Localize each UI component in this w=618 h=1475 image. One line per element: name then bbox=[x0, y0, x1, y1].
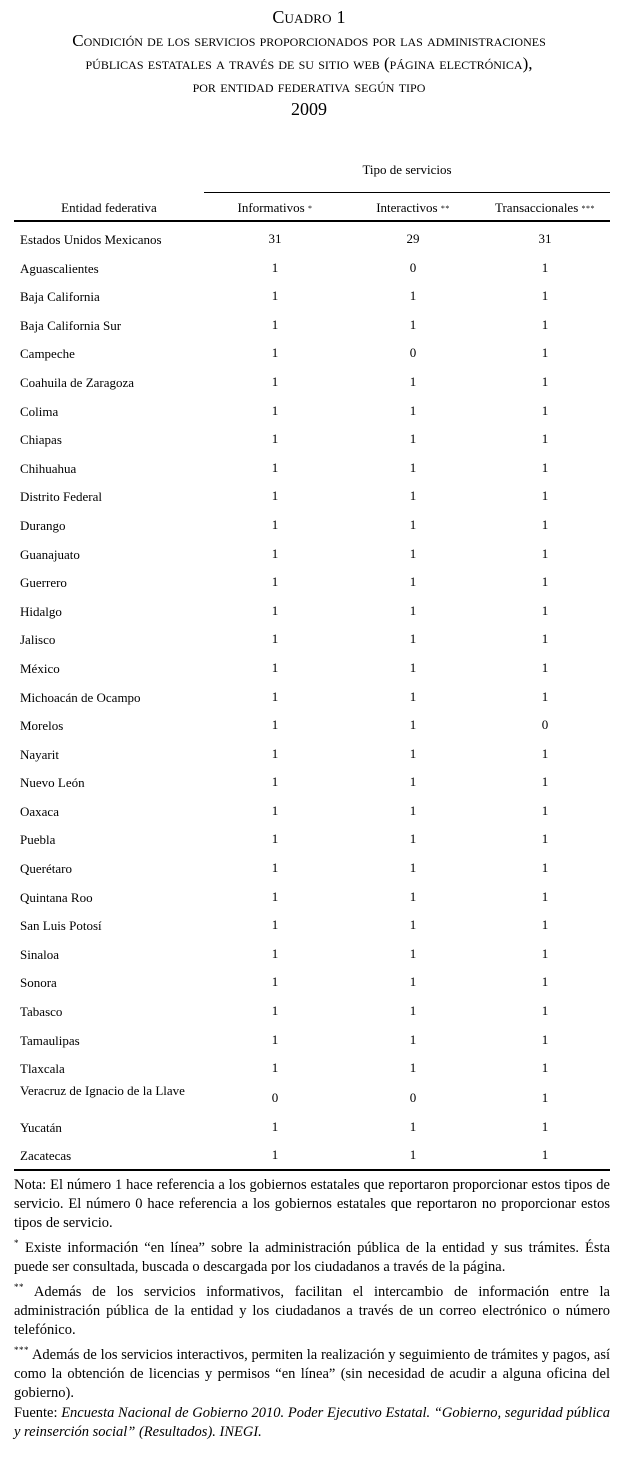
cell-transaccionales: 1 bbox=[541, 259, 549, 275]
cell-transaccionales: 1 bbox=[541, 917, 549, 933]
cell-interactivos: 0 bbox=[409, 345, 417, 361]
table-row bbox=[14, 1025, 610, 1054]
note-informativos-mark: * bbox=[14, 1238, 19, 1248]
table-row bbox=[14, 939, 610, 968]
table-row bbox=[14, 853, 610, 882]
cell-transaccionales: 1 bbox=[541, 888, 549, 904]
cell-entity: Tamaulipas bbox=[20, 1032, 80, 1048]
cell-entity: Puebla bbox=[20, 832, 56, 848]
table-row bbox=[14, 739, 610, 768]
cell-informativos: 1 bbox=[271, 259, 279, 275]
cell-entity: Baja California bbox=[20, 289, 100, 305]
cell-transaccionales: 1 bbox=[541, 631, 549, 647]
cell-entity: Distrito Federal bbox=[20, 489, 102, 505]
cell-interactivos: 1 bbox=[409, 1118, 417, 1134]
cell-informativos: 1 bbox=[271, 945, 279, 961]
table-row bbox=[14, 653, 610, 682]
table-row bbox=[14, 910, 610, 939]
cell-entity: Campeche bbox=[20, 346, 75, 362]
cell-entity: México bbox=[20, 660, 60, 676]
table-row bbox=[14, 567, 610, 596]
cell-interactivos: 29 bbox=[406, 231, 420, 246]
cell-interactivos: 1 bbox=[409, 288, 417, 304]
table-row bbox=[14, 682, 610, 711]
note-transaccionales bbox=[14, 1341, 610, 1403]
table-row bbox=[14, 424, 610, 453]
cell-interactivos: 1 bbox=[409, 402, 417, 418]
cell-interactivos: 0 bbox=[409, 1089, 417, 1105]
cell-interactivos: 1 bbox=[409, 774, 417, 790]
cell-transaccionales: 1 bbox=[541, 1060, 549, 1076]
cell-informativos: 1 bbox=[271, 431, 279, 447]
cell-transaccionales: 1 bbox=[541, 688, 549, 704]
cell-transaccionales: 1 bbox=[541, 545, 549, 561]
table-row bbox=[14, 967, 610, 996]
cell-transaccionales: 0 bbox=[541, 717, 549, 733]
note-interactivos bbox=[14, 1278, 610, 1340]
cell-informativos: 1 bbox=[271, 373, 279, 389]
cell-interactivos: 1 bbox=[409, 516, 417, 532]
col-header-informativos-label: Informativos bbox=[237, 200, 305, 215]
cell-entity: Nuevo León bbox=[20, 775, 85, 791]
cell-transaccionales: 1 bbox=[541, 945, 549, 961]
table-row bbox=[14, 481, 610, 510]
cell-informativos: 1 bbox=[271, 1003, 279, 1019]
cell-interactivos: 1 bbox=[409, 488, 417, 504]
table-row bbox=[14, 710, 610, 739]
cell-transaccionales: 1 bbox=[541, 1118, 549, 1134]
column-header-row bbox=[14, 192, 610, 222]
cell-interactivos: 1 bbox=[409, 831, 417, 847]
group-header-label: Tipo de servicios bbox=[362, 162, 452, 177]
col-header-transaccionales-label: Transaccionales bbox=[494, 200, 579, 215]
cell-interactivos: 1 bbox=[409, 659, 417, 675]
cell-informativos: 1 bbox=[271, 602, 279, 618]
cell-transaccionales: 1 bbox=[541, 774, 549, 790]
cell-entity: Durango bbox=[20, 517, 66, 533]
cell-entity: Nayarit bbox=[20, 746, 59, 762]
cell-informativos: 1 bbox=[271, 402, 279, 418]
cell-transaccionales: 31 bbox=[538, 231, 552, 246]
cell-interactivos: 1 bbox=[409, 688, 417, 704]
cell-entity: Guerrero bbox=[20, 575, 67, 591]
table-row bbox=[14, 310, 610, 339]
cell-interactivos: 1 bbox=[409, 802, 417, 818]
col-header-entity: Entidad federativa bbox=[61, 200, 157, 215]
cell-interactivos: 1 bbox=[409, 545, 417, 561]
note-transaccionales-mark: *** bbox=[14, 1345, 29, 1355]
cell-informativos: 1 bbox=[271, 316, 279, 332]
cell-interactivos: 1 bbox=[409, 860, 417, 876]
table-row bbox=[14, 796, 610, 825]
cell-transaccionales: 1 bbox=[541, 1003, 549, 1019]
cell-transaccionales: 1 bbox=[541, 574, 549, 590]
cell-interactivos: 1 bbox=[409, 316, 417, 332]
note-interactivos-mark: ** bbox=[14, 1282, 24, 1292]
cell-interactivos: 1 bbox=[409, 431, 417, 447]
cell-interactivos: 1 bbox=[409, 974, 417, 990]
cell-entity: Chihuahua bbox=[20, 460, 77, 476]
cell-entity: Sonora bbox=[20, 975, 57, 991]
table-row bbox=[14, 224, 610, 253]
table-row bbox=[14, 281, 610, 310]
cell-entity: Guanajuato bbox=[20, 546, 80, 562]
cell-transaccionales: 1 bbox=[541, 459, 549, 475]
cell-interactivos: 1 bbox=[409, 602, 417, 618]
table-row bbox=[14, 396, 610, 425]
cell-informativos: 31 bbox=[268, 231, 282, 246]
cell-interactivos: 1 bbox=[409, 888, 417, 904]
cell-interactivos: 1 bbox=[409, 945, 417, 961]
table-row bbox=[14, 1053, 610, 1082]
cell-entity: Sinaloa bbox=[20, 946, 59, 962]
cell-interactivos: 1 bbox=[409, 373, 417, 389]
cell-entity: Morelos bbox=[20, 718, 64, 734]
cell-transaccionales: 1 bbox=[541, 288, 549, 304]
table-body bbox=[14, 224, 610, 1171]
cell-entity: Quintana Roo bbox=[20, 889, 93, 905]
cell-transaccionales: 1 bbox=[541, 345, 549, 361]
col-header-transaccionales-mark: *** bbox=[581, 204, 596, 213]
cell-informativos: 1 bbox=[271, 831, 279, 847]
source-note bbox=[14, 1404, 610, 1442]
col-header-interactivos-label: Interactivos bbox=[376, 200, 438, 215]
table-row bbox=[14, 624, 610, 653]
table-title-line-1: Condición de los servicios proporcionados por las administraciones bbox=[72, 31, 546, 50]
cell-informativos: 1 bbox=[271, 1118, 279, 1134]
cell-transaccionales: 1 bbox=[541, 1031, 549, 1047]
table-row bbox=[14, 882, 610, 911]
cell-informativos: 1 bbox=[271, 545, 279, 561]
cell-interactivos: 1 bbox=[409, 1060, 417, 1076]
table-row bbox=[14, 596, 610, 625]
note-interactivos-text: Además de los servicios informativos, facilitan el intercambio de información entre la administración pública de la entidad y los ciudadanos a través de un correo electrónico o número telefónico. bbox=[14, 1284, 610, 1338]
cell-informativos: 1 bbox=[271, 1147, 279, 1163]
table-row bbox=[14, 1140, 610, 1169]
cell-informativos: 1 bbox=[271, 745, 279, 761]
cell-informativos: 1 bbox=[271, 659, 279, 675]
cell-informativos: 1 bbox=[271, 774, 279, 790]
cell-entity: San Luis Potosí bbox=[20, 918, 102, 934]
cell-informativos: 1 bbox=[271, 516, 279, 532]
cell-informativos: 1 bbox=[271, 1031, 279, 1047]
cell-informativos: 1 bbox=[271, 860, 279, 876]
cell-entity: Oaxaca bbox=[20, 803, 59, 819]
cell-entity: Tlaxcala bbox=[20, 1061, 65, 1077]
table-row bbox=[14, 996, 610, 1025]
cell-entity: Hidalgo bbox=[20, 603, 62, 619]
cell-transaccionales: 1 bbox=[541, 659, 549, 675]
col-header-informativos bbox=[204, 200, 346, 216]
cell-interactivos: 1 bbox=[409, 631, 417, 647]
cell-informativos: 1 bbox=[271, 345, 279, 361]
cell-entity: Michoacán de Ocampo bbox=[20, 689, 141, 705]
cell-informativos: 1 bbox=[271, 288, 279, 304]
cell-interactivos: 1 bbox=[409, 574, 417, 590]
col-header-interactivos-mark: ** bbox=[440, 204, 450, 213]
table-row bbox=[14, 510, 610, 539]
cell-interactivos: 1 bbox=[409, 1031, 417, 1047]
table-row bbox=[14, 253, 610, 282]
cell-transaccionales: 1 bbox=[541, 1147, 549, 1163]
table-row bbox=[14, 824, 610, 853]
note-transaccionales-text: Además de los servicios interactivos, permiten la realización y seguimiento de trámites y pagos, así como la obtención de licencias y permisos “en línea” (sin necesidad de acudir a alguna oficina del gobierno). bbox=[14, 1347, 611, 1401]
table-row bbox=[14, 767, 610, 796]
cell-interactivos: 0 bbox=[409, 259, 417, 275]
cell-transaccionales: 1 bbox=[541, 602, 549, 618]
note-informativos-text: Existe información “en línea” sobre la administración pública de la entidad y sus trámites. Ésta puede ser consultada, buscada o descargada por los ciudadanos a través de la página. bbox=[14, 1240, 611, 1275]
cell-interactivos: 1 bbox=[409, 745, 417, 761]
cell-informativos: 1 bbox=[271, 631, 279, 647]
cell-entity: Zacatecas bbox=[20, 1148, 72, 1164]
cell-transaccionales: 1 bbox=[541, 1089, 549, 1105]
table-notes bbox=[14, 1176, 610, 1443]
source-label: Fuente: bbox=[14, 1405, 58, 1421]
cell-entity: Baja California Sur bbox=[20, 317, 122, 333]
cell-entity: Aguascalientes bbox=[20, 260, 99, 276]
table-number: Cuadro 1 bbox=[272, 7, 346, 27]
cell-informativos: 1 bbox=[271, 459, 279, 475]
cell-informativos: 1 bbox=[271, 717, 279, 733]
col-header-informativos-mark: * bbox=[307, 204, 313, 213]
note-informativos bbox=[14, 1234, 610, 1277]
cell-entity: Estados Unidos Mexicanos bbox=[20, 232, 162, 247]
source-text: Encuesta Nacional de Gobierno 2010. Poder Ejecutivo Estatal. “Gobierno, seguridad pública y reinserción social” (Resultados). INEGI. bbox=[14, 1405, 610, 1440]
table-row bbox=[14, 338, 610, 367]
table-row bbox=[14, 1112, 610, 1141]
cell-entity: Coahuila de Zaragoza bbox=[20, 374, 135, 390]
cell-interactivos: 1 bbox=[409, 459, 417, 475]
table-row bbox=[14, 1082, 610, 1112]
cell-informativos: 1 bbox=[271, 917, 279, 933]
cell-entity: Jalisco bbox=[20, 632, 56, 648]
table-row bbox=[14, 539, 610, 568]
cell-entity: Chiapas bbox=[20, 432, 62, 448]
cell-informativos: 1 bbox=[271, 688, 279, 704]
data-table bbox=[14, 156, 610, 1171]
cell-informativos: 1 bbox=[271, 888, 279, 904]
cell-informativos: 1 bbox=[271, 1060, 279, 1076]
cell-transaccionales: 1 bbox=[541, 373, 549, 389]
table-year: 2009 bbox=[291, 99, 327, 119]
cell-entity: Yucatán bbox=[20, 1119, 62, 1135]
table-title-block bbox=[0, 6, 618, 121]
cell-informativos: 0 bbox=[271, 1089, 279, 1105]
cell-transaccionales: 1 bbox=[541, 745, 549, 761]
cell-entity: Querétaro bbox=[20, 861, 72, 877]
cell-entity: Colima bbox=[20, 403, 59, 419]
cell-entity: Tabasco bbox=[20, 1004, 63, 1020]
cell-informativos: 1 bbox=[271, 488, 279, 504]
cell-entity: Veracruz de Ignacio de la Llave bbox=[20, 1082, 185, 1098]
cell-transaccionales: 1 bbox=[541, 431, 549, 447]
column-group-header bbox=[14, 156, 610, 192]
cell-transaccionales: 1 bbox=[541, 974, 549, 990]
cell-transaccionales: 1 bbox=[541, 802, 549, 818]
col-header-interactivos bbox=[346, 200, 480, 216]
cell-informativos: 1 bbox=[271, 802, 279, 818]
col-header-transaccionales bbox=[480, 200, 610, 216]
cell-interactivos: 1 bbox=[409, 717, 417, 733]
cell-transaccionales: 1 bbox=[541, 488, 549, 504]
cell-transaccionales: 1 bbox=[541, 402, 549, 418]
table-row bbox=[14, 367, 610, 396]
cell-interactivos: 1 bbox=[409, 1003, 417, 1019]
cell-transaccionales: 1 bbox=[541, 516, 549, 532]
note-general: Nota: El número 1 hace referencia a los gobiernos estatales que reportaron proporcionar estos tipos de servicio. El número 0 hace referencia a los gobiernos estatales que reportaron no proporcionar estos tipos de servicio. bbox=[14, 1177, 610, 1231]
table-title-line-2: públicas estatales a través de su sitio web (página electrónica), bbox=[85, 54, 533, 73]
table-title-line-3: por entidad federativa según tipo bbox=[192, 77, 426, 96]
cell-informativos: 1 bbox=[271, 974, 279, 990]
cell-informativos: 1 bbox=[271, 574, 279, 590]
cell-transaccionales: 1 bbox=[541, 316, 549, 332]
cell-transaccionales: 1 bbox=[541, 831, 549, 847]
cell-transaccionales: 1 bbox=[541, 860, 549, 876]
cell-interactivos: 1 bbox=[409, 917, 417, 933]
table-row bbox=[14, 453, 610, 482]
cell-interactivos: 1 bbox=[409, 1147, 417, 1163]
